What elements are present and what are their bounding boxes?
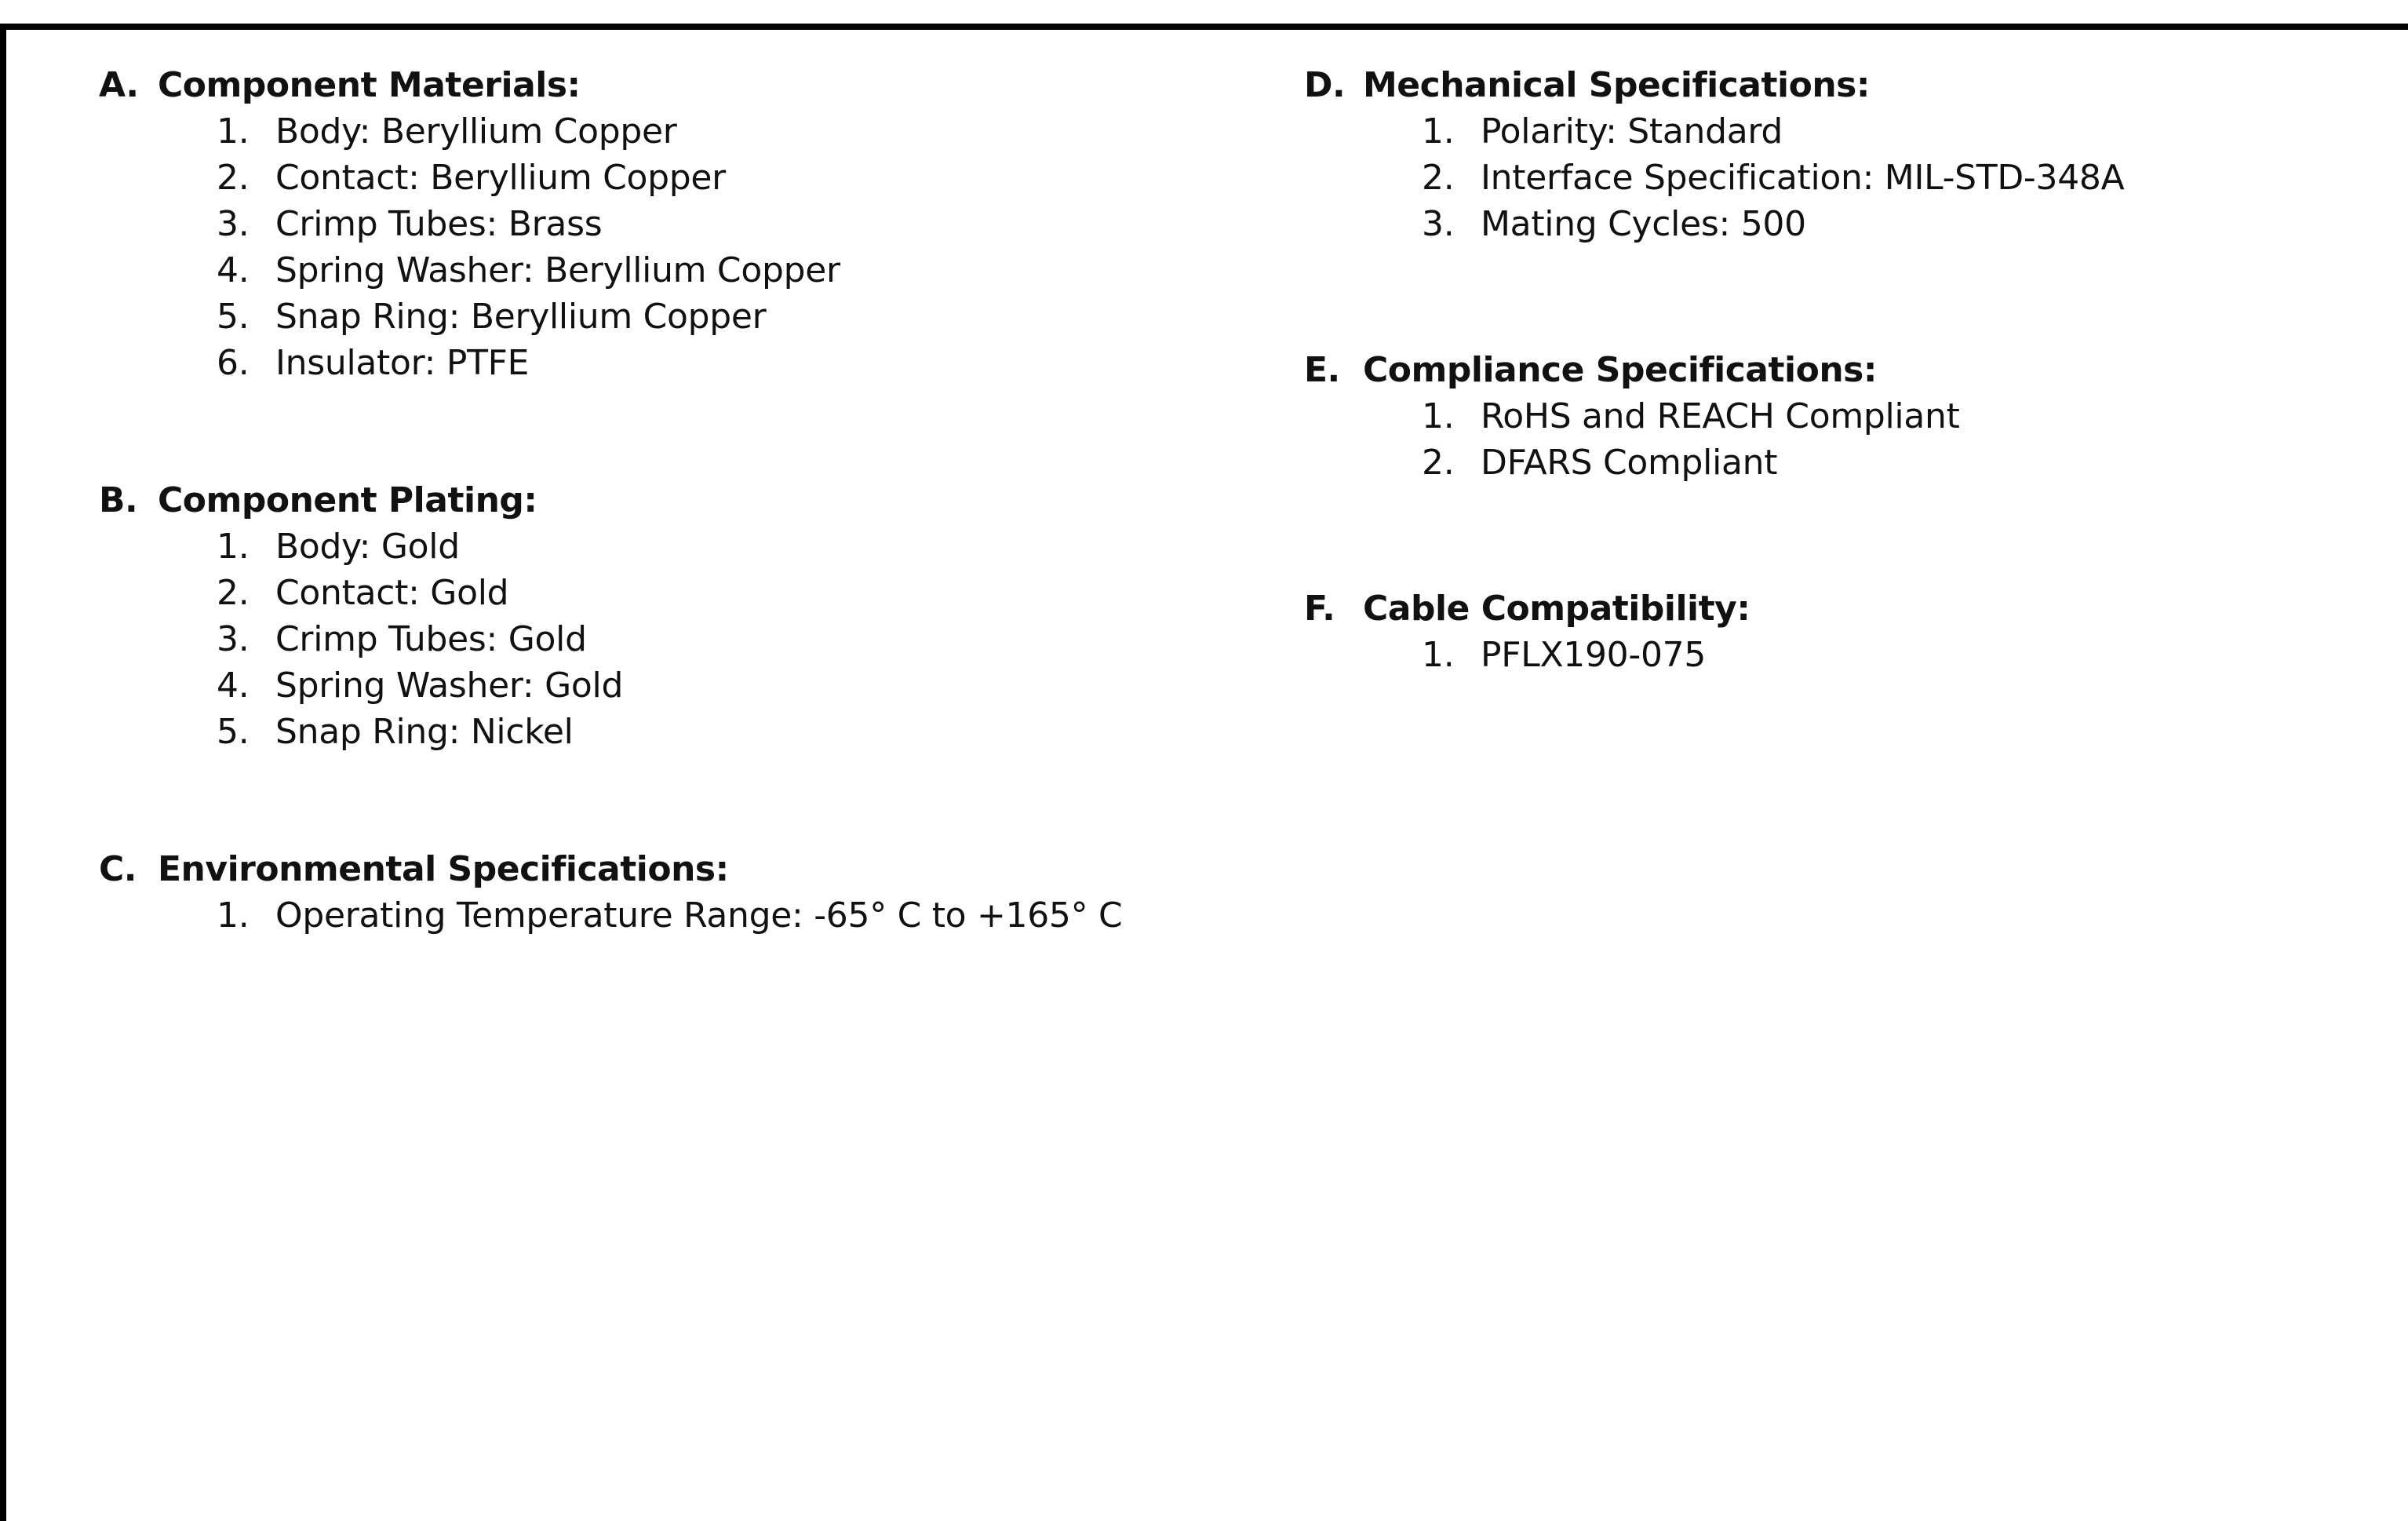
item-number: 3. <box>217 204 250 244</box>
list-item <box>99 247 1197 294</box>
section-component-materials <box>99 63 1197 386</box>
item-number: 3. <box>217 619 250 659</box>
section-heading <box>99 478 1197 523</box>
item-text: Insulator: PTFE <box>275 343 530 383</box>
section-spacer <box>99 755 1197 847</box>
spec-list <box>99 108 1197 386</box>
list-item <box>99 662 1197 709</box>
item-text: Spring Washer: Gold <box>275 666 624 706</box>
list-item <box>1304 201 2387 247</box>
item-text: Mating Cycles: 500 <box>1481 204 1806 244</box>
section-heading <box>1304 63 2387 108</box>
section-title: Component Plating: <box>158 480 537 520</box>
item-text: Body: Gold <box>275 527 460 567</box>
item-number: 4. <box>217 666 250 706</box>
section-letter: A. <box>99 65 139 105</box>
section-spacer <box>99 386 1197 478</box>
section-letter: B. <box>99 480 138 520</box>
section-title: Environmental Specifications: <box>158 849 729 889</box>
item-text: DFARS Compliant <box>1481 443 1778 483</box>
list-item <box>99 892 1197 939</box>
list-item <box>99 616 1197 662</box>
item-number: 6. <box>217 343 250 383</box>
list-item <box>99 155 1197 201</box>
list-item <box>99 201 1197 247</box>
item-number: 2. <box>217 158 250 198</box>
spec-list <box>1304 393 2387 486</box>
section-title: Mechanical Specifications: <box>1363 65 1870 105</box>
item-text: Operating Temperature Range: -65° C to +165° C <box>275 895 1123 936</box>
section-heading <box>1304 586 2387 632</box>
section-letter: F. <box>1304 589 1335 629</box>
section-spacer <box>1304 486 2387 586</box>
item-text: Spring Washer: Beryllium Copper <box>275 250 840 290</box>
spec-list <box>99 892 1197 939</box>
item-number: 2. <box>217 573 250 613</box>
left-spec-column <box>99 63 1197 939</box>
section-heading <box>1304 348 2387 393</box>
section-heading <box>99 847 1197 892</box>
item-text: RoHS and REACH Compliant <box>1481 396 1960 436</box>
item-number: 3. <box>1422 204 1455 244</box>
list-item <box>99 294 1197 340</box>
section-mechanical-specifications <box>1304 63 2387 247</box>
list-item <box>1304 108 2387 155</box>
item-text: Crimp Tubes: Gold <box>275 619 587 659</box>
spec-list <box>1304 108 2387 247</box>
list-item <box>99 523 1197 570</box>
list-item <box>99 340 1197 386</box>
section-title: Compliance Specifications: <box>1363 350 1877 390</box>
page-border-left <box>0 24 6 1521</box>
section-component-plating <box>99 478 1197 755</box>
item-text: Snap Ring: Beryllium Copper <box>275 297 767 337</box>
section-title: Component Materials: <box>158 65 581 105</box>
list-item <box>1304 632 2387 678</box>
item-number: 1. <box>1422 396 1455 436</box>
page-border-top <box>0 24 2408 30</box>
list-item <box>99 709 1197 755</box>
list-item <box>1304 440 2387 486</box>
section-cable-compatibility <box>1304 586 2387 678</box>
item-number: 1. <box>217 111 250 151</box>
section-letter: E. <box>1304 350 1340 390</box>
list-item <box>1304 393 2387 440</box>
spec-list <box>1304 632 2387 678</box>
item-text: Contact: Gold <box>275 573 509 613</box>
item-number: 5. <box>217 712 250 752</box>
right-spec-column <box>1304 63 2387 678</box>
section-spacer <box>1304 247 2387 348</box>
section-title: Cable Compatibility: <box>1363 589 1750 629</box>
item-number: 4. <box>217 250 250 290</box>
item-number: 1. <box>217 895 250 936</box>
section-letter: C. <box>99 849 137 889</box>
item-number: 5. <box>217 297 250 337</box>
item-text: Body: Beryllium Copper <box>275 111 677 151</box>
item-number: 1. <box>1422 111 1455 151</box>
item-text: Polarity: Standard <box>1481 111 1783 151</box>
section-heading <box>99 63 1197 108</box>
item-text: PFLX190-075 <box>1481 635 1707 675</box>
item-text: Interface Specification: MIL-STD-348A <box>1481 158 2125 198</box>
item-number: 1. <box>1422 635 1455 675</box>
item-number: 1. <box>217 527 250 567</box>
section-letter: D. <box>1304 65 1346 105</box>
item-number: 2. <box>1422 158 1455 198</box>
list-item <box>99 570 1197 616</box>
item-text: Snap Ring: Nickel <box>275 712 574 752</box>
list-item <box>1304 155 2387 201</box>
item-text: Crimp Tubes: Brass <box>275 204 603 244</box>
spec-list <box>99 523 1197 755</box>
item-number: 2. <box>1422 443 1455 483</box>
list-item <box>99 108 1197 155</box>
item-text: Contact: Beryllium Copper <box>275 158 726 198</box>
section-compliance-specifications <box>1304 348 2387 486</box>
section-environmental-specifications <box>99 847 1197 939</box>
